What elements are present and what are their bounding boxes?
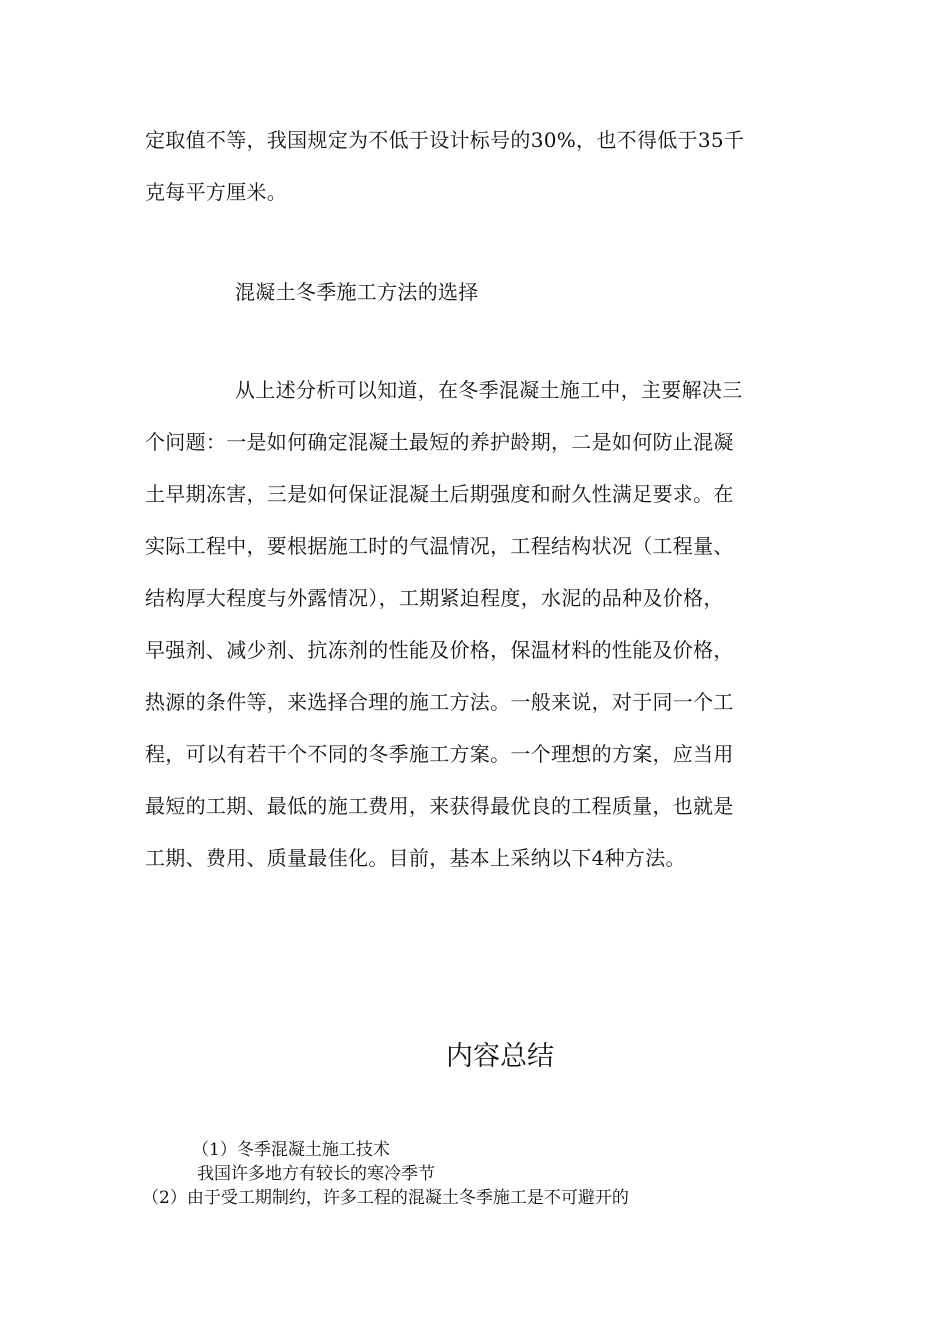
paragraph-line: 工期、费用、质量最佳化。目前，基本上采纳以下4种方法。	[145, 846, 686, 870]
paragraph-line: 最短的工期、最低的施工费用，来获得最优良的工程质量，也就是	[145, 794, 734, 818]
paragraph-line: 结构厚大程度与外露情况），工期紧迫程度，水泥的品种及价格，	[145, 586, 724, 610]
section-heading: 混凝土冬季施工方法的选择	[235, 280, 479, 304]
paragraph-line: 早强剂、减少剂、抗冻剂的性能及价格，保温材料的性能及价格，	[145, 638, 734, 662]
paragraph-line: 克每平方厘米。	[145, 180, 288, 204]
paragraph-line: 定取值不等，我国规定为不低于设计标号的30%，也不得低于35千	[145, 128, 745, 152]
paragraph-line: 热源的条件等，来选择合理的施工方法。一般来说，对于同一个工	[145, 690, 734, 714]
paragraph-line: 实际工程中，要根据施工时的气温情况，工程结构状况（工程量、	[145, 534, 734, 558]
summary-title: 内容总结	[446, 1041, 554, 1072]
paragraph-line: 程，可以有若干个不同的冬季施工方案。一个理想的方案，应当用	[145, 742, 734, 766]
paragraph-line: 个问题：一是如何确定混凝土最短的养护龄期，二是如何防止混凝	[145, 430, 734, 454]
summary-item: （1）冬季混凝土施工技术	[192, 1140, 390, 1160]
summary-item: （2）由于受工期制约，许多工程的混凝土冬季施工是不可避开的	[142, 1188, 629, 1208]
paragraph-line: 从上述分析可以知道，在冬季混凝土施工中，主要解决三	[235, 378, 743, 402]
summary-item: 我国许多地方有较长的寒冷季节	[197, 1164, 435, 1184]
paragraph-line: 土早期冻害，三是如何保证混凝土后期强度和耐久性满足要求。在	[145, 482, 734, 506]
